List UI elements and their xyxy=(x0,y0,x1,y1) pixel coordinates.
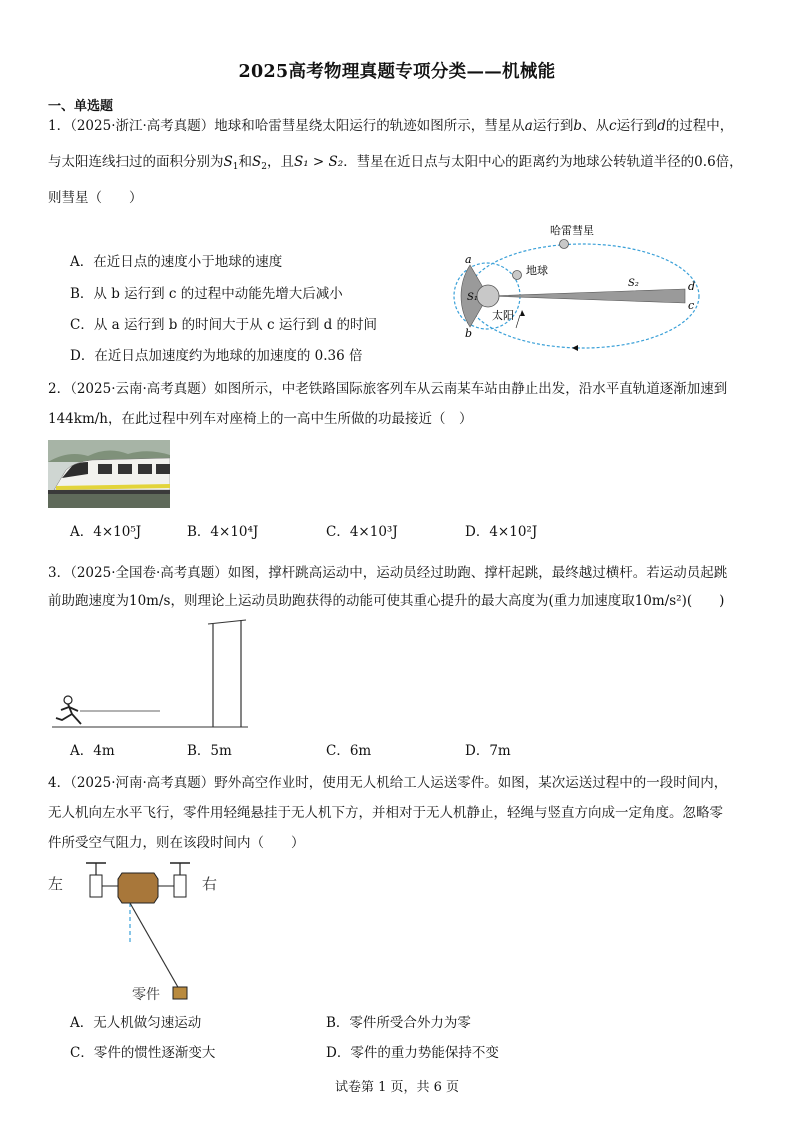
q1-line3: 则彗星（ ） xyxy=(48,190,143,206)
page-title: 2025高考物理真题专项分类——机械能 xyxy=(238,62,556,82)
earth xyxy=(513,271,522,280)
section-heading: 一、单选题 xyxy=(48,99,114,114)
q2-line2: 144km/h，在此过程中列车对座椅上的一高中生所做的功最接近（ ） xyxy=(48,411,473,427)
label-c: c xyxy=(688,299,695,312)
orbit-diagram xyxy=(450,218,700,358)
train-photo xyxy=(48,440,170,508)
q4-option-b[interactable]: B．零件所受合外力为零 xyxy=(326,1015,471,1031)
q3-line1: 3．（2025·全国卷·高考真题）如图，撑杆跳高运动中，运动员经过助跑、撑杆起跳，最终越过横杆。若运动员起跳 xyxy=(48,565,728,581)
part-box xyxy=(173,987,187,999)
label-right: 右 xyxy=(202,875,218,893)
q1-line2: 与太阳连线扫过的面积分别为$S_1$和$S_2$，且S₁ > S₂．彗星在近日点与太阳中心的距离约为地球公转轨道半径的0.6倍， xyxy=(48,154,743,172)
q3-option-c[interactable]: C．6m xyxy=(326,743,372,759)
label-sun: 太阳 xyxy=(492,309,514,322)
q1-option-d[interactable]: D．在近日点加速度约为地球的加速度的 0.36 倍 xyxy=(70,348,363,364)
label-s2: S₂ xyxy=(628,278,639,289)
drone-body xyxy=(118,873,158,903)
page-footer: 试卷第 1 页，共 6 页 xyxy=(334,1080,460,1095)
athlete-head xyxy=(64,696,72,704)
q2-option-a[interactable]: A．4×10⁵J xyxy=(70,524,142,540)
q2-option-c[interactable]: C．4×10³J xyxy=(326,524,398,540)
q1-line1: 1．（2025·浙江·高考真题）地球和哈雷彗星绕太阳运行的轨迹如图所示，彗星从a运行到b、从c运行到d的过程中， xyxy=(48,118,734,134)
label-d: d xyxy=(688,280,696,293)
area-s2 xyxy=(488,289,685,303)
label-earth: 地球 xyxy=(526,264,548,277)
rope xyxy=(130,903,179,989)
label-comet: 哈雷彗星 xyxy=(550,224,594,237)
q4-option-c[interactable]: C．零件的惯性逐渐变大 xyxy=(70,1045,216,1061)
label-a: a xyxy=(465,253,472,266)
q4-option-d[interactable]: D．零件的重力势能保持不变 xyxy=(326,1045,499,1061)
q1-option-c[interactable]: C．从 a 运行到 b 的时间大于从 c 运行到 d 的时间 xyxy=(70,317,378,333)
sun xyxy=(477,285,499,307)
q4-option-a[interactable]: A．无人机做匀速运动 xyxy=(70,1015,202,1031)
q1-option-a[interactable]: A．在近日点的速度小于地球的速度 xyxy=(70,254,283,270)
label-b: b xyxy=(465,327,473,340)
label-part: 零件 xyxy=(132,987,160,1003)
orbit-arrow-earth xyxy=(520,310,525,316)
pole-vault-diagram xyxy=(48,614,258,732)
q2-option-d[interactable]: D．4×10²J xyxy=(465,524,538,540)
q3-option-b[interactable]: B．5m xyxy=(187,743,232,759)
comet xyxy=(560,240,569,249)
q4-line1: 4．（2025·河南·高考真题）野外高空作业时，使用无人机给工人运送零件。如图，某次运送过程中的一段时间内， xyxy=(48,775,728,791)
drone-diagram xyxy=(44,855,244,1005)
athlete-body xyxy=(56,704,81,724)
q3-option-a[interactable]: A．4m xyxy=(70,743,115,759)
orbit-arrow-comet xyxy=(572,345,578,351)
q3-line2: 前助跑速度为10m/s，则理论上运动员助跑获得的动能可使其重心提升的最大高度为(重力加速度取10m/s²)( ) xyxy=(48,593,725,609)
q2-option-b[interactable]: B．4×10⁴J xyxy=(187,524,259,540)
q4-line2: 无人机向左水平飞行，零件用轻绳悬挂于无人机下方，并相对于无人机静止，轻绳与竖直方向成一定角度。忽略零 xyxy=(48,805,723,821)
label-s1: S₁ xyxy=(467,292,478,303)
q1-option-b[interactable]: B．从 b 运行到 c 的过程中动能先增大后减小 xyxy=(70,286,343,302)
label-left: 左 xyxy=(48,875,64,893)
q2-line1: 2．（2025·云南·高考真题）如图所示，中老铁路国际旅客列车从云南某车站由静止出发，沿水平直轨道逐渐加速到 xyxy=(48,381,728,397)
q4-line3: 件所受空气阻力，则在该段时间内（ ） xyxy=(48,835,305,851)
q3-option-d[interactable]: D．7m xyxy=(465,743,511,759)
